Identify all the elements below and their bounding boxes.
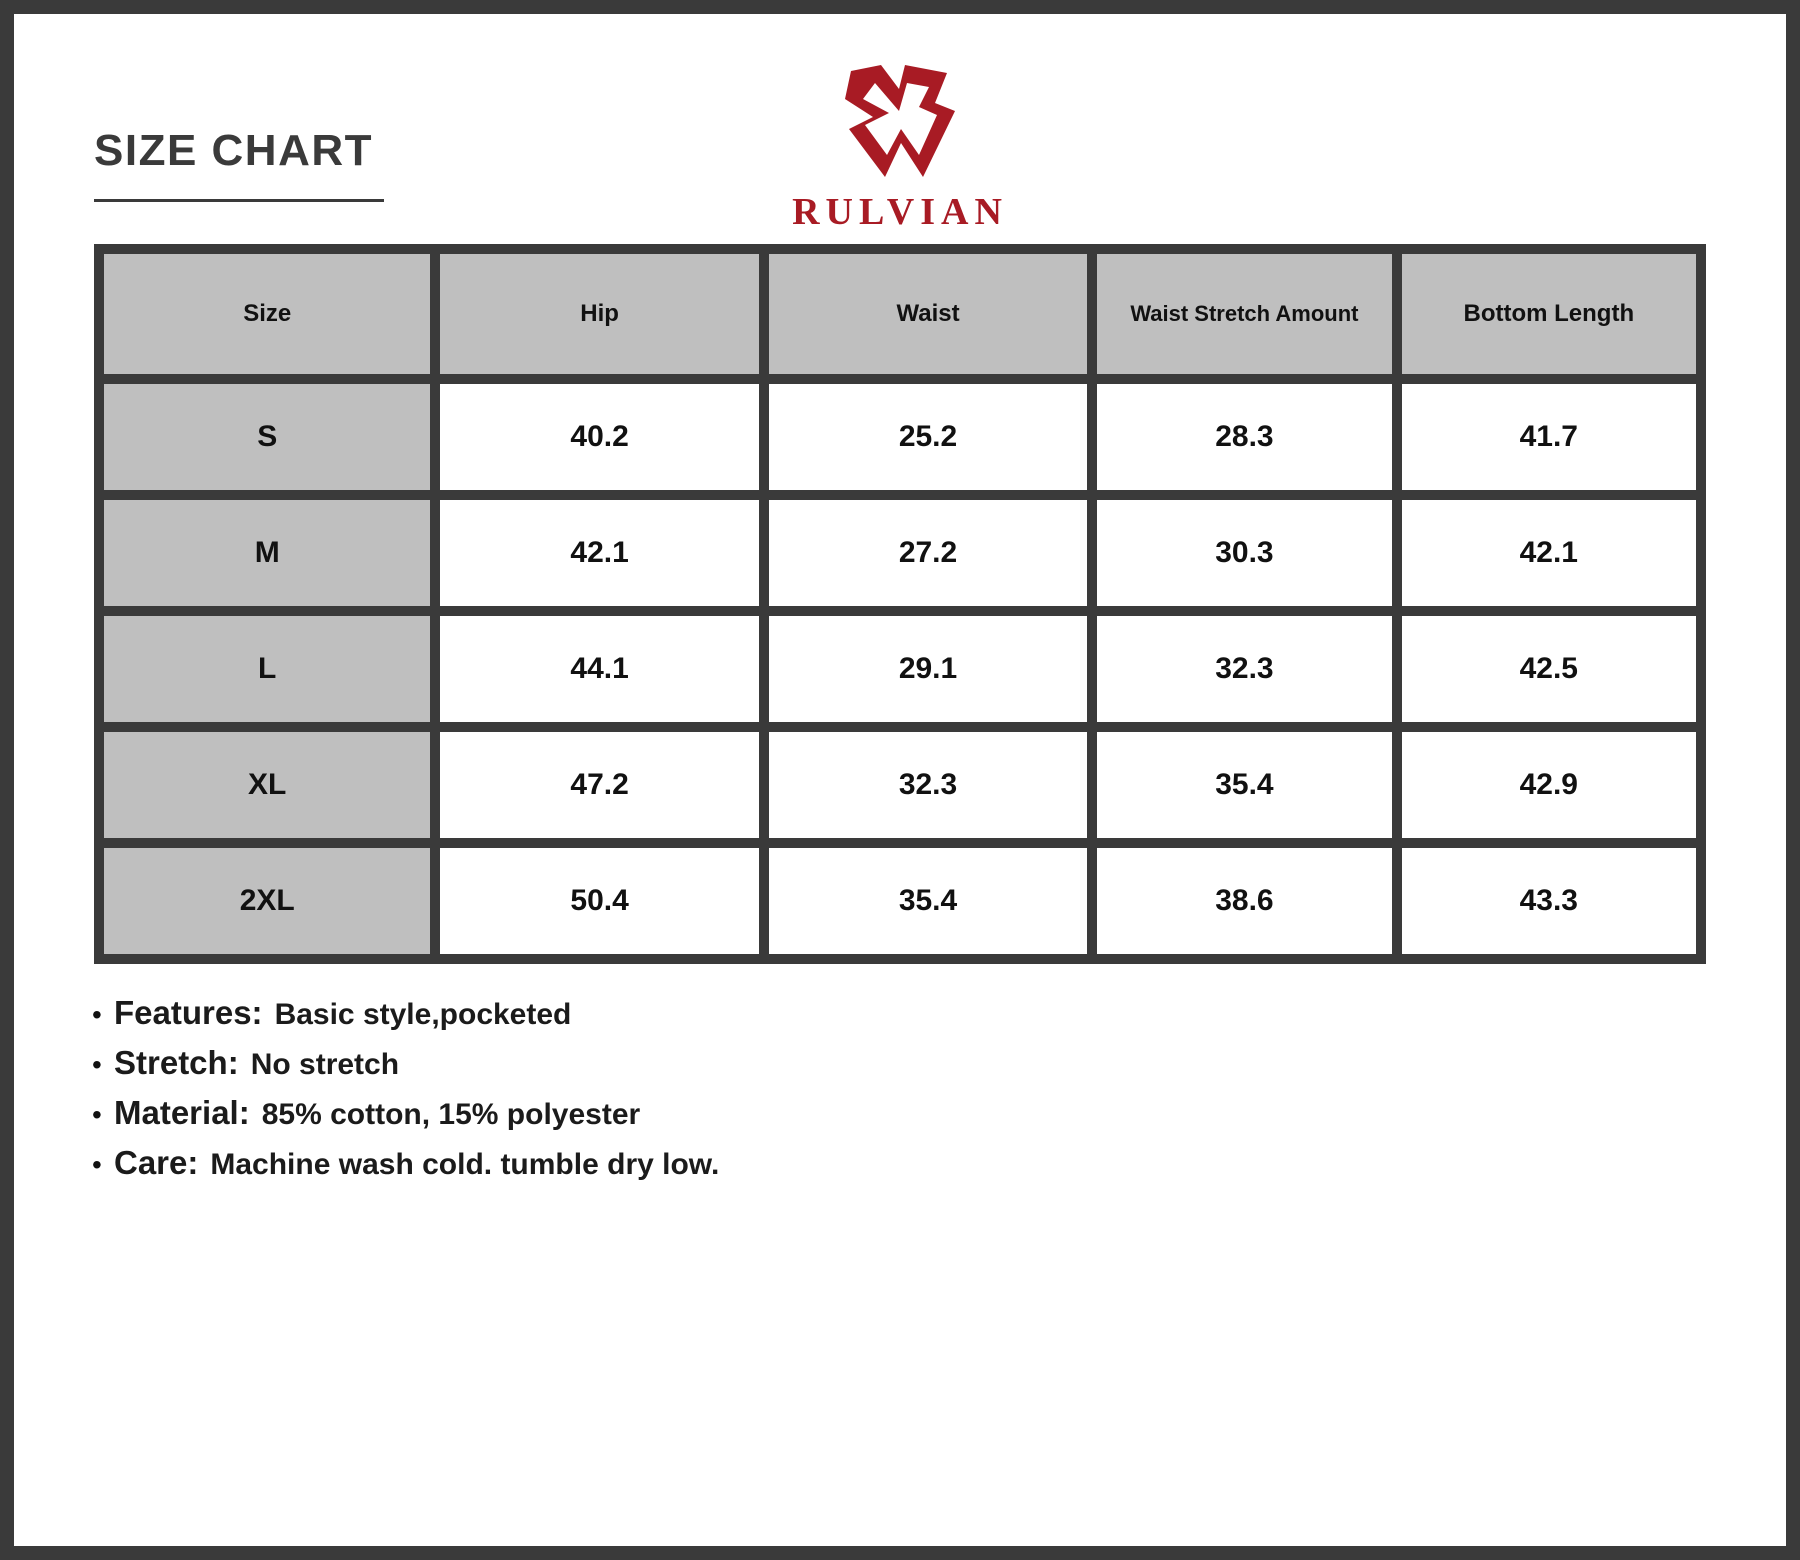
cell-waist-stretch: 30.3 (1092, 495, 1396, 611)
table-row (99, 495, 1701, 611)
note-item-material (92, 1094, 1786, 1132)
cell-hip: 47.2 (435, 727, 763, 843)
note-item-care (92, 1144, 1786, 1182)
size-table (94, 244, 1706, 964)
column-header-hip: Hip (435, 249, 763, 379)
note-value: No stretch (250, 1048, 400, 1081)
size-table-wrap (94, 244, 1706, 964)
cell-waist: 25.2 (764, 379, 1092, 495)
note-value: Machine wash cold. tumble dry low. (210, 1148, 720, 1181)
cell-size: XL (99, 727, 435, 843)
cell-waist: 27.2 (764, 495, 1092, 611)
table-row (99, 611, 1701, 727)
cell-waist: 29.1 (764, 611, 1092, 727)
bullet-icon: • (92, 999, 102, 1030)
table-row (99, 843, 1701, 959)
note-label: Features: (114, 994, 263, 1031)
column-header-bottom-length: Bottom Length (1397, 249, 1701, 379)
cell-size: 2XL (99, 843, 435, 959)
cell-hip: 40.2 (435, 379, 763, 495)
cell-bottom-length: 42.5 (1397, 611, 1701, 727)
cell-hip: 42.1 (435, 495, 763, 611)
cell-waist-stretch: 28.3 (1092, 379, 1396, 495)
table-header-row (99, 249, 1701, 379)
bullet-icon: • (92, 1099, 102, 1130)
rulvian-r-logo-icon (815, 59, 985, 184)
cell-waist-stretch: 32.3 (1092, 611, 1396, 727)
note-value: 85% cotton, 15% polyester (261, 1098, 641, 1131)
cell-bottom-length: 42.9 (1397, 727, 1701, 843)
cell-hip: 44.1 (435, 611, 763, 727)
table-header (99, 249, 1701, 379)
cell-waist: 35.4 (764, 843, 1092, 959)
column-header-waist-stretch-amount: Waist Stretch Amount (1092, 249, 1396, 379)
table-row (99, 727, 1701, 843)
cell-size: S (99, 379, 435, 495)
cell-hip: 50.4 (435, 843, 763, 959)
cell-bottom-length: 43.3 (1397, 843, 1701, 959)
note-item-features (92, 994, 1786, 1032)
note-value: Basic style,pocketed (274, 998, 572, 1031)
cell-waist-stretch: 35.4 (1092, 727, 1396, 843)
note-label: Care: (114, 1144, 199, 1181)
table-row (99, 379, 1701, 495)
cell-bottom-length: 42.1 (1397, 495, 1701, 611)
cell-waist: 32.3 (764, 727, 1092, 843)
notes-list (92, 994, 1786, 1182)
column-header-waist: Waist (764, 249, 1092, 379)
cell-bottom-length: 41.7 (1397, 379, 1701, 495)
brand-block (14, 59, 1786, 234)
cell-size: M (99, 495, 435, 611)
note-label: Material: (114, 1094, 250, 1131)
note-item-stretch (92, 1044, 1786, 1082)
note-label: Stretch: (114, 1044, 239, 1081)
cell-waist-stretch: 38.6 (1092, 843, 1396, 959)
page-inner (14, 14, 1786, 1546)
header (14, 14, 1786, 244)
column-header-size: Size (99, 249, 435, 379)
bullet-icon: • (92, 1149, 102, 1180)
bullet-icon: • (92, 1049, 102, 1080)
cell-size: L (99, 611, 435, 727)
brand-name: RULVIAN (792, 191, 1008, 233)
table-body (99, 379, 1701, 959)
page-title: SIZE CHART (94, 126, 373, 175)
